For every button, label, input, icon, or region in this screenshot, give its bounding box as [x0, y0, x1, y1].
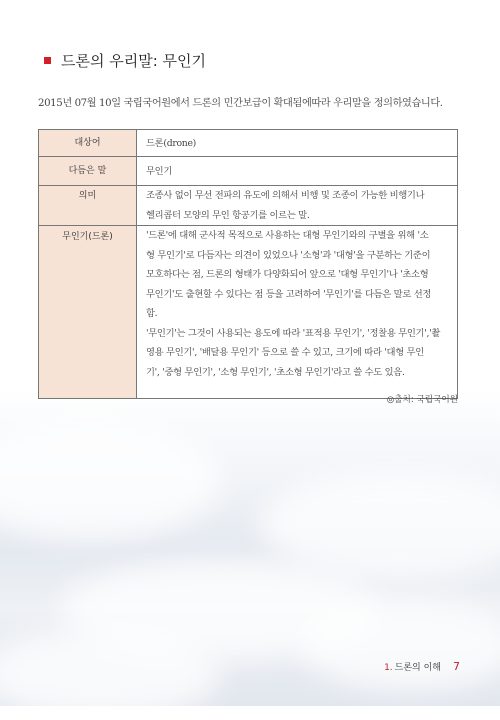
cloud-decoration	[300, 600, 500, 690]
square-bullet-icon	[44, 57, 51, 64]
row-value	[137, 226, 458, 399]
row-label: 대상어	[39, 130, 137, 157]
table-row	[39, 226, 458, 399]
table-row	[39, 157, 458, 186]
text-line: 모호하다는 점, 드론의 형태가 다양화되어 앞으로 '대형 무인기'나 '초소형	[146, 269, 429, 280]
text-line: 조종사 없이 무선 전파의 유도에 의해서 비행 및 조종이 가능한 비행기나	[146, 190, 425, 201]
text-line: 기', '중형 무인기', '소형 무인기', '초소형 무인기'라고 쓸 수도 있음.	[146, 366, 405, 378]
row-label: 의미	[39, 186, 137, 226]
page-number: 7	[453, 660, 460, 673]
text-line: 형 무인기'로 다듬자는 의견이 있었으나 '소형'과 '대형'을 구분하는 기준이	[146, 249, 431, 261]
source-note: ◎출처: 국립국어원	[386, 395, 458, 405]
row-label: 무인기(드론)	[39, 226, 137, 399]
text-line: '드론'에 대해 군사적 목적으로 사용하는 대형 무인기와의 구별을 위해 '소	[146, 230, 429, 241]
section-heading	[44, 50, 206, 71]
text-line: 무인기'도 출현할 수 있다는 점 등을 고려하여 '무인기'를 다듬은 말로 선정	[146, 288, 432, 300]
row-value: 무인기	[137, 157, 458, 186]
text-line: '무인기'는 그것이 사용되는 용도에 따라 '표적용 무인기', '정찰용 무인기','촬	[146, 327, 441, 339]
section-title: 드론의 우리말: 무인기	[61, 52, 207, 70]
text-line: 영용 무인기', '배달용 무인기' 등으로 쓸 수 있고, 크기에 따라 '대형 무인	[146, 347, 424, 358]
cloud-decoration	[260, 470, 500, 580]
table-row	[39, 130, 458, 157]
cloud-decoration	[0, 630, 220, 720]
row-label: 다듬은 말	[39, 157, 137, 186]
page-footer	[384, 660, 460, 673]
definition-table	[38, 129, 458, 399]
text-line: 함.	[146, 308, 158, 319]
row-value	[137, 186, 458, 226]
chapter-title: 드론의 이해	[394, 663, 441, 673]
chapter-number: 1.	[384, 663, 393, 673]
text-line: 헬리콥터 모양의 무인 항공기를 이르는 말.	[146, 209, 310, 221]
cloud-decoration	[0, 420, 220, 540]
table-row	[39, 186, 458, 226]
intro-paragraph: 2015년 07월 10일 국립국어원에서 드론의 민간보급이 확대됨에따라 우리말을 정의하였습니다.	[38, 98, 443, 109]
row-value: 드론(drone)	[137, 130, 458, 157]
